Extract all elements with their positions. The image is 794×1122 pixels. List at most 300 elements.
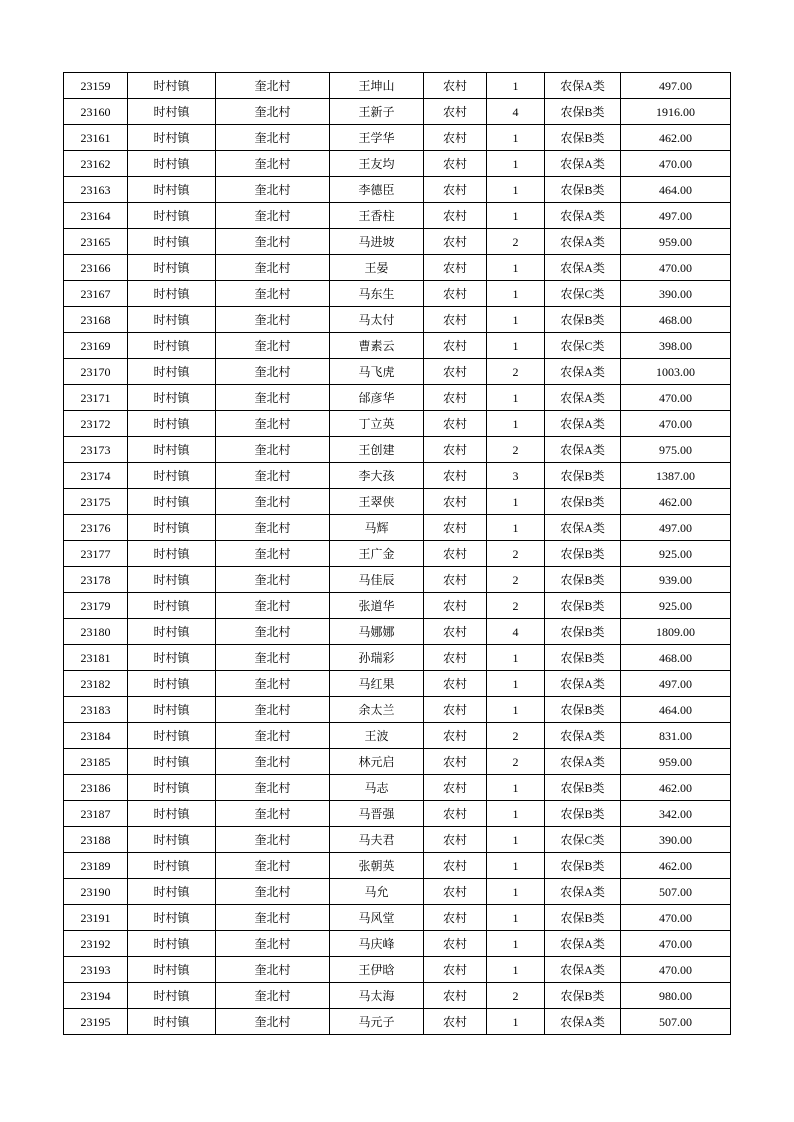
cell-id: 23166 bbox=[64, 255, 128, 281]
cell-count: 2 bbox=[487, 983, 545, 1009]
cell-town: 时村镇 bbox=[128, 99, 216, 125]
cell-count: 1 bbox=[487, 645, 545, 671]
cell-person_name: 马元子 bbox=[330, 1009, 424, 1035]
cell-person_name: 王广金 bbox=[330, 541, 424, 567]
cell-town: 时村镇 bbox=[128, 411, 216, 437]
cell-village: 奎北村 bbox=[216, 983, 330, 1009]
cell-insurance_class: 农保B类 bbox=[545, 905, 621, 931]
cell-insurance_class: 农保C类 bbox=[545, 827, 621, 853]
cell-amount: 462.00 bbox=[621, 489, 731, 515]
cell-person_name: 马太付 bbox=[330, 307, 424, 333]
cell-village: 奎北村 bbox=[216, 671, 330, 697]
cell-id: 23178 bbox=[64, 567, 128, 593]
cell-insurance_class: 农保A类 bbox=[545, 411, 621, 437]
cell-amount: 1003.00 bbox=[621, 359, 731, 385]
cell-village: 奎北村 bbox=[216, 73, 330, 99]
cell-village: 奎北村 bbox=[216, 723, 330, 749]
cell-village: 奎北村 bbox=[216, 177, 330, 203]
table-row bbox=[64, 593, 731, 619]
cell-town: 时村镇 bbox=[128, 671, 216, 697]
cell-insurance_class: 农保A类 bbox=[545, 879, 621, 905]
cell-id: 23183 bbox=[64, 697, 128, 723]
cell-resident_type: 农村 bbox=[424, 801, 487, 827]
table-row bbox=[64, 1009, 731, 1035]
cell-town: 时村镇 bbox=[128, 229, 216, 255]
cell-count: 1 bbox=[487, 905, 545, 931]
cell-id: 23171 bbox=[64, 385, 128, 411]
cell-town: 时村镇 bbox=[128, 73, 216, 99]
cell-id: 23162 bbox=[64, 151, 128, 177]
cell-town: 时村镇 bbox=[128, 177, 216, 203]
cell-insurance_class: 农保B类 bbox=[545, 801, 621, 827]
cell-resident_type: 农村 bbox=[424, 125, 487, 151]
cell-insurance_class: 农保B类 bbox=[545, 645, 621, 671]
cell-count: 1 bbox=[487, 489, 545, 515]
cell-count: 1 bbox=[487, 73, 545, 99]
cell-id: 23179 bbox=[64, 593, 128, 619]
cell-amount: 390.00 bbox=[621, 281, 731, 307]
table-row bbox=[64, 125, 731, 151]
cell-resident_type: 农村 bbox=[424, 281, 487, 307]
cell-town: 时村镇 bbox=[128, 255, 216, 281]
cell-town: 时村镇 bbox=[128, 957, 216, 983]
cell-insurance_class: 农保B类 bbox=[545, 983, 621, 1009]
cell-insurance_class: 农保B类 bbox=[545, 567, 621, 593]
cell-person_name: 王创建 bbox=[330, 437, 424, 463]
cell-resident_type: 农村 bbox=[424, 593, 487, 619]
cell-resident_type: 农村 bbox=[424, 229, 487, 255]
cell-resident_type: 农村 bbox=[424, 151, 487, 177]
table-row bbox=[64, 905, 731, 931]
cell-person_name: 张道华 bbox=[330, 593, 424, 619]
cell-person_name: 马进坡 bbox=[330, 229, 424, 255]
cell-id: 23165 bbox=[64, 229, 128, 255]
table-row bbox=[64, 229, 731, 255]
cell-insurance_class: 农保A类 bbox=[545, 957, 621, 983]
cell-town: 时村镇 bbox=[128, 879, 216, 905]
cell-amount: 462.00 bbox=[621, 775, 731, 801]
cell-resident_type: 农村 bbox=[424, 489, 487, 515]
cell-town: 时村镇 bbox=[128, 515, 216, 541]
cell-count: 1 bbox=[487, 151, 545, 177]
cell-person_name: 余太兰 bbox=[330, 697, 424, 723]
cell-person_name: 李大孩 bbox=[330, 463, 424, 489]
cell-resident_type: 农村 bbox=[424, 359, 487, 385]
table-row bbox=[64, 827, 731, 853]
table-row bbox=[64, 203, 731, 229]
cell-person_name: 马风堂 bbox=[330, 905, 424, 931]
cell-town: 时村镇 bbox=[128, 931, 216, 957]
cell-resident_type: 农村 bbox=[424, 957, 487, 983]
cell-town: 时村镇 bbox=[128, 749, 216, 775]
cell-village: 奎北村 bbox=[216, 1009, 330, 1035]
table-row bbox=[64, 359, 731, 385]
cell-count: 2 bbox=[487, 723, 545, 749]
cell-insurance_class: 农保A类 bbox=[545, 749, 621, 775]
cell-village: 奎北村 bbox=[216, 801, 330, 827]
cell-village: 奎北村 bbox=[216, 905, 330, 931]
cell-resident_type: 农村 bbox=[424, 671, 487, 697]
cell-amount: 939.00 bbox=[621, 567, 731, 593]
cell-person_name: 王波 bbox=[330, 723, 424, 749]
cell-amount: 470.00 bbox=[621, 255, 731, 281]
cell-person_name: 张朝英 bbox=[330, 853, 424, 879]
cell-count: 1 bbox=[487, 177, 545, 203]
cell-insurance_class: 农保A类 bbox=[545, 385, 621, 411]
cell-person_name: 马辉 bbox=[330, 515, 424, 541]
cell-town: 时村镇 bbox=[128, 281, 216, 307]
cell-amount: 462.00 bbox=[621, 853, 731, 879]
cell-id: 23189 bbox=[64, 853, 128, 879]
cell-count: 2 bbox=[487, 593, 545, 619]
cell-insurance_class: 农保A类 bbox=[545, 671, 621, 697]
cell-count: 1 bbox=[487, 307, 545, 333]
cell-insurance_class: 农保B类 bbox=[545, 619, 621, 645]
cell-person_name: 李德臣 bbox=[330, 177, 424, 203]
cell-resident_type: 农村 bbox=[424, 515, 487, 541]
cell-count: 2 bbox=[487, 567, 545, 593]
cell-amount: 925.00 bbox=[621, 541, 731, 567]
cell-insurance_class: 农保A类 bbox=[545, 437, 621, 463]
cell-person_name: 邰彦华 bbox=[330, 385, 424, 411]
cell-person_name: 马晋强 bbox=[330, 801, 424, 827]
cell-resident_type: 农村 bbox=[424, 931, 487, 957]
cell-amount: 1916.00 bbox=[621, 99, 731, 125]
cell-amount: 470.00 bbox=[621, 905, 731, 931]
cell-resident_type: 农村 bbox=[424, 437, 487, 463]
cell-amount: 507.00 bbox=[621, 1009, 731, 1035]
cell-insurance_class: 农保B类 bbox=[545, 489, 621, 515]
cell-village: 奎北村 bbox=[216, 307, 330, 333]
cell-resident_type: 农村 bbox=[424, 983, 487, 1009]
cell-resident_type: 农村 bbox=[424, 879, 487, 905]
table-row bbox=[64, 385, 731, 411]
cell-resident_type: 农村 bbox=[424, 333, 487, 359]
cell-person_name: 马红果 bbox=[330, 671, 424, 697]
cell-resident_type: 农村 bbox=[424, 775, 487, 801]
cell-town: 时村镇 bbox=[128, 1009, 216, 1035]
cell-insurance_class: 农保A类 bbox=[545, 359, 621, 385]
cell-id: 23187 bbox=[64, 801, 128, 827]
cell-person_name: 王坤山 bbox=[330, 73, 424, 99]
cell-village: 奎北村 bbox=[216, 151, 330, 177]
cell-insurance_class: 农保B类 bbox=[545, 177, 621, 203]
cell-village: 奎北村 bbox=[216, 541, 330, 567]
table-row bbox=[64, 151, 731, 177]
cell-id: 23181 bbox=[64, 645, 128, 671]
cell-town: 时村镇 bbox=[128, 593, 216, 619]
cell-insurance_class: 农保B类 bbox=[545, 541, 621, 567]
cell-id: 23159 bbox=[64, 73, 128, 99]
cell-count: 1 bbox=[487, 125, 545, 151]
cell-person_name: 王新子 bbox=[330, 99, 424, 125]
cell-count: 2 bbox=[487, 229, 545, 255]
cell-id: 23160 bbox=[64, 99, 128, 125]
cell-village: 奎北村 bbox=[216, 775, 330, 801]
cell-town: 时村镇 bbox=[128, 307, 216, 333]
cell-id: 23163 bbox=[64, 177, 128, 203]
cell-count: 1 bbox=[487, 931, 545, 957]
table-row bbox=[64, 801, 731, 827]
cell-amount: 497.00 bbox=[621, 671, 731, 697]
cell-village: 奎北村 bbox=[216, 957, 330, 983]
table-row bbox=[64, 567, 731, 593]
cell-resident_type: 农村 bbox=[424, 463, 487, 489]
cell-village: 奎北村 bbox=[216, 203, 330, 229]
cell-town: 时村镇 bbox=[128, 619, 216, 645]
cell-id: 23186 bbox=[64, 775, 128, 801]
cell-village: 奎北村 bbox=[216, 645, 330, 671]
cell-person_name: 马夫君 bbox=[330, 827, 424, 853]
cell-id: 23174 bbox=[64, 463, 128, 489]
cell-village: 奎北村 bbox=[216, 463, 330, 489]
cell-village: 奎北村 bbox=[216, 411, 330, 437]
cell-town: 时村镇 bbox=[128, 359, 216, 385]
cell-resident_type: 农村 bbox=[424, 749, 487, 775]
cell-person_name: 王香柱 bbox=[330, 203, 424, 229]
cell-amount: 462.00 bbox=[621, 125, 731, 151]
cell-town: 时村镇 bbox=[128, 905, 216, 931]
cell-person_name: 马允 bbox=[330, 879, 424, 905]
table-row bbox=[64, 983, 731, 1009]
cell-person_name: 马东生 bbox=[330, 281, 424, 307]
cell-count: 1 bbox=[487, 827, 545, 853]
cell-town: 时村镇 bbox=[128, 463, 216, 489]
cell-id: 23173 bbox=[64, 437, 128, 463]
cell-id: 23180 bbox=[64, 619, 128, 645]
records-table-body bbox=[64, 73, 731, 1035]
cell-resident_type: 农村 bbox=[424, 385, 487, 411]
cell-village: 奎北村 bbox=[216, 593, 330, 619]
cell-amount: 470.00 bbox=[621, 957, 731, 983]
cell-village: 奎北村 bbox=[216, 827, 330, 853]
cell-amount: 470.00 bbox=[621, 411, 731, 437]
cell-count: 1 bbox=[487, 957, 545, 983]
cell-village: 奎北村 bbox=[216, 359, 330, 385]
cell-person_name: 马佳辰 bbox=[330, 567, 424, 593]
cell-insurance_class: 农保A类 bbox=[545, 1009, 621, 1035]
cell-id: 23190 bbox=[64, 879, 128, 905]
cell-amount: 497.00 bbox=[621, 515, 731, 541]
cell-id: 23185 bbox=[64, 749, 128, 775]
cell-insurance_class: 农保A类 bbox=[545, 723, 621, 749]
cell-insurance_class: 农保C类 bbox=[545, 281, 621, 307]
cell-amount: 470.00 bbox=[621, 385, 731, 411]
cell-amount: 464.00 bbox=[621, 177, 731, 203]
cell-resident_type: 农村 bbox=[424, 1009, 487, 1035]
table-row bbox=[64, 333, 731, 359]
cell-town: 时村镇 bbox=[128, 437, 216, 463]
cell-person_name: 王翠侠 bbox=[330, 489, 424, 515]
cell-count: 1 bbox=[487, 411, 545, 437]
cell-id: 23191 bbox=[64, 905, 128, 931]
cell-village: 奎北村 bbox=[216, 879, 330, 905]
cell-village: 奎北村 bbox=[216, 515, 330, 541]
cell-id: 23177 bbox=[64, 541, 128, 567]
table-row bbox=[64, 255, 731, 281]
table-row bbox=[64, 853, 731, 879]
cell-resident_type: 农村 bbox=[424, 619, 487, 645]
table-row bbox=[64, 671, 731, 697]
table-row bbox=[64, 957, 731, 983]
cell-insurance_class: 农保A类 bbox=[545, 931, 621, 957]
table-row bbox=[64, 645, 731, 671]
cell-count: 1 bbox=[487, 385, 545, 411]
cell-person_name: 王晏 bbox=[330, 255, 424, 281]
cell-village: 奎北村 bbox=[216, 281, 330, 307]
cell-resident_type: 农村 bbox=[424, 203, 487, 229]
table-row bbox=[64, 619, 731, 645]
table-row bbox=[64, 177, 731, 203]
cell-amount: 468.00 bbox=[621, 645, 731, 671]
cell-insurance_class: 农保B类 bbox=[545, 593, 621, 619]
cell-amount: 390.00 bbox=[621, 827, 731, 853]
cell-person_name: 马娜娜 bbox=[330, 619, 424, 645]
cell-town: 时村镇 bbox=[128, 723, 216, 749]
cell-count: 1 bbox=[487, 801, 545, 827]
cell-resident_type: 农村 bbox=[424, 255, 487, 281]
records-table bbox=[63, 72, 731, 1035]
cell-village: 奎北村 bbox=[216, 437, 330, 463]
cell-village: 奎北村 bbox=[216, 385, 330, 411]
cell-id: 23169 bbox=[64, 333, 128, 359]
cell-resident_type: 农村 bbox=[424, 541, 487, 567]
table-row bbox=[64, 489, 731, 515]
cell-id: 23194 bbox=[64, 983, 128, 1009]
cell-town: 时村镇 bbox=[128, 385, 216, 411]
cell-amount: 831.00 bbox=[621, 723, 731, 749]
cell-count: 2 bbox=[487, 359, 545, 385]
cell-insurance_class: 农保A类 bbox=[545, 151, 621, 177]
cell-insurance_class: 农保A类 bbox=[545, 73, 621, 99]
cell-id: 23161 bbox=[64, 125, 128, 151]
cell-town: 时村镇 bbox=[128, 645, 216, 671]
cell-amount: 497.00 bbox=[621, 73, 731, 99]
cell-amount: 507.00 bbox=[621, 879, 731, 905]
table-row bbox=[64, 931, 731, 957]
cell-town: 时村镇 bbox=[128, 983, 216, 1009]
cell-count: 1 bbox=[487, 281, 545, 307]
cell-insurance_class: 农保A类 bbox=[545, 229, 621, 255]
table-row bbox=[64, 281, 731, 307]
cell-amount: 975.00 bbox=[621, 437, 731, 463]
table-row bbox=[64, 697, 731, 723]
cell-person_name: 马志 bbox=[330, 775, 424, 801]
cell-amount: 464.00 bbox=[621, 697, 731, 723]
cell-amount: 959.00 bbox=[621, 229, 731, 255]
cell-person_name: 马太海 bbox=[330, 983, 424, 1009]
cell-insurance_class: 农保B类 bbox=[545, 463, 621, 489]
cell-amount: 1387.00 bbox=[621, 463, 731, 489]
table-row bbox=[64, 99, 731, 125]
cell-resident_type: 农村 bbox=[424, 827, 487, 853]
cell-village: 奎北村 bbox=[216, 697, 330, 723]
cell-resident_type: 农村 bbox=[424, 99, 487, 125]
cell-count: 4 bbox=[487, 99, 545, 125]
cell-insurance_class: 农保C类 bbox=[545, 333, 621, 359]
cell-amount: 497.00 bbox=[621, 203, 731, 229]
cell-resident_type: 农村 bbox=[424, 697, 487, 723]
cell-count: 1 bbox=[487, 515, 545, 541]
table-row bbox=[64, 749, 731, 775]
cell-count: 1 bbox=[487, 697, 545, 723]
cell-id: 23170 bbox=[64, 359, 128, 385]
cell-id: 23192 bbox=[64, 931, 128, 957]
cell-count: 2 bbox=[487, 541, 545, 567]
cell-village: 奎北村 bbox=[216, 99, 330, 125]
cell-town: 时村镇 bbox=[128, 827, 216, 853]
cell-town: 时村镇 bbox=[128, 801, 216, 827]
cell-count: 1 bbox=[487, 853, 545, 879]
cell-resident_type: 农村 bbox=[424, 905, 487, 931]
cell-person_name: 马庆峰 bbox=[330, 931, 424, 957]
cell-person_name: 王友均 bbox=[330, 151, 424, 177]
table-row bbox=[64, 723, 731, 749]
cell-id: 23184 bbox=[64, 723, 128, 749]
cell-insurance_class: 农保B类 bbox=[545, 125, 621, 151]
cell-town: 时村镇 bbox=[128, 125, 216, 151]
table-row bbox=[64, 515, 731, 541]
cell-village: 奎北村 bbox=[216, 931, 330, 957]
cell-village: 奎北村 bbox=[216, 255, 330, 281]
cell-id: 23188 bbox=[64, 827, 128, 853]
table-row bbox=[64, 73, 731, 99]
cell-insurance_class: 农保B类 bbox=[545, 853, 621, 879]
cell-count: 1 bbox=[487, 1009, 545, 1035]
table-row bbox=[64, 541, 731, 567]
table-row bbox=[64, 307, 731, 333]
cell-insurance_class: 农保A类 bbox=[545, 203, 621, 229]
table-row bbox=[64, 463, 731, 489]
cell-person_name: 马飞虎 bbox=[330, 359, 424, 385]
cell-amount: 470.00 bbox=[621, 151, 731, 177]
cell-village: 奎北村 bbox=[216, 125, 330, 151]
cell-resident_type: 农村 bbox=[424, 307, 487, 333]
cell-id: 23164 bbox=[64, 203, 128, 229]
table-row bbox=[64, 411, 731, 437]
cell-id: 23168 bbox=[64, 307, 128, 333]
cell-amount: 925.00 bbox=[621, 593, 731, 619]
cell-insurance_class: 农保B类 bbox=[545, 99, 621, 125]
cell-id: 23175 bbox=[64, 489, 128, 515]
cell-town: 时村镇 bbox=[128, 541, 216, 567]
cell-village: 奎北村 bbox=[216, 489, 330, 515]
cell-count: 4 bbox=[487, 619, 545, 645]
cell-person_name: 曹素云 bbox=[330, 333, 424, 359]
cell-town: 时村镇 bbox=[128, 775, 216, 801]
cell-person_name: 王学华 bbox=[330, 125, 424, 151]
cell-insurance_class: 农保B类 bbox=[545, 307, 621, 333]
cell-insurance_class: 农保B类 bbox=[545, 775, 621, 801]
cell-id: 23182 bbox=[64, 671, 128, 697]
cell-count: 1 bbox=[487, 203, 545, 229]
cell-amount: 468.00 bbox=[621, 307, 731, 333]
cell-town: 时村镇 bbox=[128, 853, 216, 879]
cell-town: 时村镇 bbox=[128, 489, 216, 515]
cell-person_name: 丁立英 bbox=[330, 411, 424, 437]
cell-count: 2 bbox=[487, 437, 545, 463]
cell-insurance_class: 农保A类 bbox=[545, 515, 621, 541]
cell-town: 时村镇 bbox=[128, 151, 216, 177]
cell-resident_type: 农村 bbox=[424, 567, 487, 593]
cell-id: 23193 bbox=[64, 957, 128, 983]
cell-resident_type: 农村 bbox=[424, 177, 487, 203]
cell-person_name: 王伊晗 bbox=[330, 957, 424, 983]
cell-town: 时村镇 bbox=[128, 203, 216, 229]
table-row bbox=[64, 437, 731, 463]
cell-person_name: 孙瑞彩 bbox=[330, 645, 424, 671]
cell-village: 奎北村 bbox=[216, 619, 330, 645]
